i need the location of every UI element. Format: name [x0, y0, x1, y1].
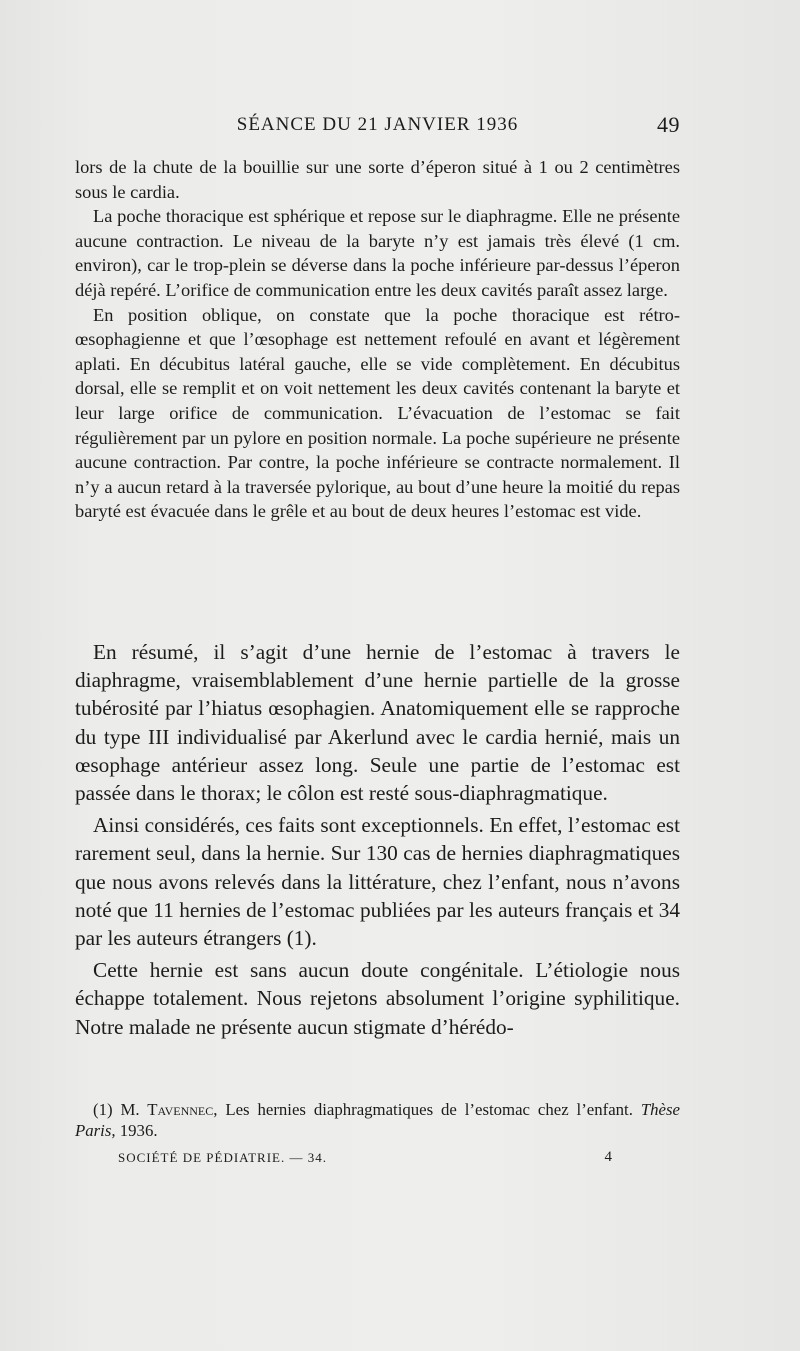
paragraph: Ainsi considérés, ces faits sont exceptionnels. En effet, l’estomac est rarement seul, dans la hernie. Sur 130 cas de hernies diaphragmatiques que nous avons relevés dans la littérature, chez l’enfant, nous n’avons noté que 11 hernies de l’estomac publiées par les auteurs français et 34 par les auteurs étrangers (1).: [75, 813, 680, 951]
signature-right: 4: [604, 1149, 613, 1165]
page-number: 49: [657, 112, 680, 137]
paragraph: La poche thoracique est sphérique et repose sur le diaphragme. Elle ne présente aucune contraction. Le niveau de la baryte n’y est jamais très élevé (1 cm. environ), car le trop-plein se déverse dans la poche inférieure par-dessus l’éperon déjà repéré. L’orifice de communication entre les deux cavités paraît assez large.: [75, 206, 680, 300]
paragraph: Cette hernie est sans aucun doute congénitale. L’étiologie nous échappe totalement. Nous rejetons absolument l’origine syphilitique. Notre malade ne présente aucun stigmate d’hérédo-: [75, 958, 680, 1039]
case-description: [75, 155, 680, 524]
footnote-text: [75, 1099, 680, 1141]
footnote-citation: Thèse Paris,: [75, 1100, 680, 1140]
footnote-title: Les hernies diaphragmatiques de l’estomac chez l’enfant.: [225, 1100, 633, 1119]
running-head: SÉANCE DU 21 JANVIER 1936: [236, 114, 519, 135]
paragraph: En résumé, il s’agit d’une hernie de l’estomac à travers le diaphragme, vraisemblablement d’une hernie partielle de la grosse tubérosité par l’hiatus œsophagien. Anatomiquement elle se rapproche du type III individualisé par Akerlund avec le cardia hernié, mais un œsophage antérieur assez long. Seule une partie de l’estomac est passée dans le thorax; le côlon est resté sous-diaphragmatique.: [75, 640, 680, 806]
footnote-author: M. Tavennec,: [120, 1100, 218, 1119]
signature-left: SOCIÉTÉ DE PÉDIATRIE. — 34.: [118, 1150, 327, 1165]
page-header: [75, 108, 680, 142]
paragraph: lors de la chute de la bouillie sur une sorte d’éperon situé à 1 ou 2 centimètres sous le cardia.: [75, 157, 680, 202]
footnote-marker: (1): [93, 1100, 113, 1119]
paragraph: En position oblique, on constate que la poche thoracique est rétro-œsophagienne et que l’œsophage est nettement refoulé en avant et légèrement aplati. En décubitus latéral gauche, elle se vide complètement. En décubitus dorsal, elle se remplit et on voit nettement les deux cavités contenant la baryte et leur large orifice de communication. L’évacuation de l’estomac se fait régulièrement par un pylore en position normale. La poche supérieure ne présente aucune contraction. Par contre, la poche inférieure se contracte normalement. Il n’y a aucun retard à la traversée pylorique, au bout d’une heure la moitié du repas baryté est évacuée dans le grêle et au bout de deux heures l’estomac est vide.: [75, 304, 680, 522]
footnote-year: 1936.: [119, 1121, 158, 1140]
printer-signature: [118, 1150, 613, 1166]
footnote: [75, 1099, 680, 1141]
discussion-text: [75, 638, 680, 1041]
